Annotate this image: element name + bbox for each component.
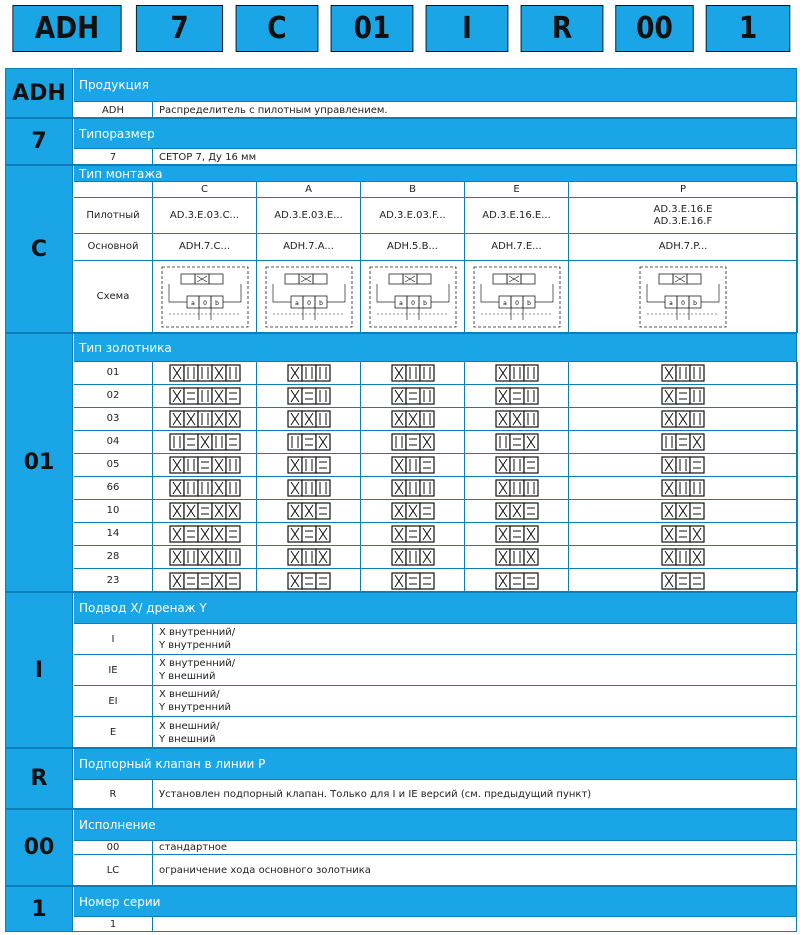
svg-text:0: 0 [514,300,519,307]
row-key: I [74,624,153,654]
section-title-version: Исполнение [74,810,796,841]
valve-scheme-icon [639,266,727,328]
spool-symbol-cell [465,431,569,454]
spool-symbol-icon [169,456,241,474]
spool-symbol-cell [361,546,465,569]
spool-symbol-cell [153,523,257,546]
section-title-spool: Тип золотника [74,334,796,362]
mount-column-header: C [153,182,257,198]
spool-symbol-cell [257,385,361,408]
spool-symbol-icon [495,525,539,543]
mount-row-label: Пилотный [74,198,153,234]
svg-text:0: 0 [306,300,311,307]
spool-code: 28 [74,546,153,569]
section-code-version: 00 [6,810,73,885]
spool-symbol-icon [661,502,705,520]
spool-code: 01 [74,362,153,385]
spool-symbol-cell [569,454,798,477]
section-code-series: 1 [6,887,73,931]
spool-symbol-icon [287,525,331,543]
spool-symbol-icon [495,479,539,497]
spool-symbol-cell [465,569,569,592]
spool-symbol-cell [361,385,465,408]
pilot-cell: AD.3.E.03.E... [257,198,361,234]
table-row [74,855,796,886]
svg-text:a: a [398,300,403,307]
spool-symbol-icon [287,364,331,382]
table-row [74,431,796,454]
row-value: X внешний/ Y внутренний [159,689,232,713]
spool-symbol-icon [169,525,241,543]
svg-text:a: a [294,300,299,307]
spool-symbol-cell [361,523,465,546]
spool-symbol-icon [391,387,435,405]
section-spool [5,333,797,592]
spool-symbol-icon [661,410,705,428]
table-row [74,523,796,546]
spool-symbol-icon [661,572,705,590]
code-segment-5: I [426,5,509,52]
spool-symbol-cell [257,523,361,546]
spool-symbol-icon [391,433,435,451]
spool-symbol-cell [257,477,361,500]
row-key: ADH [74,102,153,118]
scheme-cell [153,261,257,333]
row-value: Распределитель с пилотным управлением. [159,104,388,116]
spool-symbol-cell [153,500,257,523]
table-row [74,454,796,477]
spool-symbol-icon [169,479,241,497]
main-cell: ADH.5.B... [361,234,465,261]
mount-column-header: B [361,182,465,198]
spool-symbol-icon [495,456,539,474]
pilot-cell: AD.3.E.03.C... [153,198,257,234]
spool-symbol-cell [465,454,569,477]
svg-text:b: b [526,300,531,307]
valve-scheme-icon [473,266,561,328]
section-code-drain: I [6,593,73,747]
spool-symbol-icon [169,572,241,590]
mount-corner-cell [74,182,153,198]
spool-symbol-cell [361,454,465,477]
spool-symbol-icon [495,433,539,451]
spool-code: 03 [74,408,153,431]
spool-symbol-icon [169,433,241,451]
spool-symbol-icon [495,364,539,382]
spool-symbol-cell [569,546,798,569]
mount-row-label: Основной [74,234,153,261]
spool-symbol-cell [465,362,569,385]
spool-symbol-icon [391,548,435,566]
table-row [74,102,796,118]
section-mount [5,165,797,333]
spool-symbol-cell [257,454,361,477]
code-segment-2: 7 [136,5,223,52]
spool-symbol-icon [391,479,435,497]
section-title-drain: Подвод X/ дренаж Y [74,593,796,624]
row-key: 1 [74,917,153,932]
section-title-series: Номер серии [74,887,796,917]
spool-symbol-cell [569,523,798,546]
spool-symbol-cell [257,362,361,385]
spool-symbol-icon [287,502,331,520]
spool-symbol-icon [661,364,705,382]
row-key: EI [74,686,153,716]
spool-symbol-icon [495,387,539,405]
section-size [5,118,797,165]
spool-symbol-cell [361,569,465,592]
spool-symbol-icon [287,410,331,428]
row-key: IE [74,655,153,685]
mount-column-header: A [257,182,361,198]
spool-symbol-icon [661,548,705,566]
spool-code: 04 [74,431,153,454]
spool-code: 02 [74,385,153,408]
spool-symbol-cell [465,385,569,408]
spool-symbol-icon [495,502,539,520]
svg-text:a: a [669,300,673,307]
spool-symbol-cell [569,431,798,454]
spool-symbol-cell [257,546,361,569]
spool-symbol-icon [661,387,705,405]
spool-symbol-icon [287,548,331,566]
spool-symbol-icon [661,479,705,497]
spool-symbol-cell [465,500,569,523]
scheme-cell [361,261,465,333]
spool-symbol-cell [257,431,361,454]
pilot-cell: AD.3.E.03.F... [361,198,465,234]
spool-symbol-cell [153,546,257,569]
spool-symbol-icon [391,364,435,382]
spool-code: 10 [74,500,153,523]
valve-scheme-icon [369,266,457,328]
spool-symbol-icon [391,525,435,543]
code-segment-1: ADH [12,5,121,52]
row-key: LC [74,855,153,886]
main-cell: ADH.7.P... [569,234,798,261]
table-row [74,717,796,748]
code-segment-4: 01 [331,5,414,52]
spool-symbol-icon [391,572,435,590]
svg-text:0: 0 [410,300,415,307]
spool-symbol-cell [569,362,798,385]
row-value: X внутренний/ Y внешний [159,658,236,682]
spool-symbol-cell [153,431,257,454]
spool-symbol-icon [287,572,331,590]
spool-symbol-icon [287,433,331,451]
table-row [74,500,796,523]
spool-symbol-cell [569,477,798,500]
section-code-spool: 01 [6,334,73,591]
spool-symbol-icon [169,364,241,382]
spool-symbol-icon [495,548,539,566]
svg-text:0: 0 [202,300,207,307]
row-value: X внутренний/ Y внутренний [159,627,236,651]
spool-symbol-cell [257,408,361,431]
main-cell: ADH.7.A... [257,234,361,261]
spool-symbol-cell [361,500,465,523]
spool-symbol-cell [569,385,798,408]
spool-code: 14 [74,523,153,546]
spool-symbol-cell [257,500,361,523]
section-code-size: 7 [6,119,73,164]
spool-symbol-icon [287,479,331,497]
spool-symbol-icon [287,456,331,474]
table-row [74,841,796,855]
section-drain [5,592,797,748]
spool-symbol-cell [465,408,569,431]
code-segment-6: R [521,5,604,52]
spool-symbol-cell [569,569,798,592]
spool-symbol-cell [153,454,257,477]
scheme-cell [569,261,798,333]
table-row [74,149,796,165]
spool-symbol-cell [153,385,257,408]
table-row [74,655,796,686]
section-code-mount: C [6,166,73,332]
spool-symbol-cell [465,546,569,569]
table-row [74,385,796,408]
spool-symbol-icon [169,410,241,428]
spool-symbol-cell [569,500,798,523]
mount-column-header: E [465,182,569,198]
spool-symbol-icon [391,502,435,520]
table-row [74,477,796,500]
svg-text:b: b [693,300,697,307]
row-value: Установлен подпорный клапан. Только для I и IE версий (см. предыдущий пункт) [159,789,592,800]
spool-symbol-cell [361,362,465,385]
spool-symbol-icon [661,433,705,451]
mount-table [74,182,796,333]
table-row [74,780,796,809]
row-value: ограничение хода основного золотника [159,865,371,876]
valve-scheme-icon [161,266,249,328]
section-check [5,748,797,809]
pilot-cell: AD.3.E.16.E... [465,198,569,234]
mount-row-label: Схема [74,261,153,333]
mount-column-header: P [569,182,798,198]
section-series [5,886,797,932]
spool-symbol-cell [153,569,257,592]
table-row [74,569,796,592]
section-title-mount: Тип монтажа [74,166,796,182]
spool-symbol-cell [153,362,257,385]
scheme-cell [257,261,361,333]
row-value: X внешний/ Y внешний [159,720,220,745]
spool-symbol-icon [391,456,435,474]
main-cell: ADH.7.C... [153,234,257,261]
svg-text:a: a [502,300,507,307]
row-key: 7 [74,149,153,165]
code-segment-8: 1 [706,5,790,52]
spool-symbol-cell [361,477,465,500]
spool-symbol-icon [169,548,241,566]
spool-code: 66 [74,477,153,500]
row-key: R [74,780,153,809]
spool-symbol-icon [391,410,435,428]
spool-symbol-cell [257,569,361,592]
svg-text:a: a [190,300,195,307]
spool-symbol-cell [569,408,798,431]
spool-symbol-cell [465,523,569,546]
spool-code: 05 [74,454,153,477]
table-row [74,686,796,717]
section-code-products: ADH [6,69,73,117]
spool-symbol-cell [465,477,569,500]
scheme-cell [465,261,569,333]
section-version [5,809,797,886]
code-segment-3: C [236,5,319,52]
spool-symbol-cell [153,408,257,431]
row-key: 00 [74,841,153,854]
row-value: CETOP 7, Ду 16 мм [159,151,257,163]
table-row [74,408,796,431]
section-title-check: Подпорный клапан в линии P [74,749,796,780]
row-key: E [74,717,153,748]
section-products [5,68,797,118]
svg-text:0: 0 [681,300,685,307]
code-segment-7: 00 [615,5,693,52]
section-title-size: Типоразмер [74,119,796,149]
section-code-check: R [6,749,73,808]
svg-text:b: b [318,300,323,307]
table-row [74,362,796,385]
table-row [74,624,796,655]
spool-symbol-cell [361,431,465,454]
svg-text:b: b [214,300,219,307]
table-row [74,917,796,932]
valve-scheme-icon [265,266,353,328]
svg-text:b: b [422,300,427,307]
table-row [74,546,796,569]
spool-symbol-cell [361,408,465,431]
spool-symbol-icon [661,456,705,474]
spool-table [74,362,796,592]
section-title-products: Продукция [74,69,796,102]
spool-symbol-icon [169,502,241,520]
spool-symbol-icon [287,387,331,405]
pilot-cell: AD.3.E.16.E AD.3.E.16.F [569,198,798,234]
main-cell: ADH.7.E... [465,234,569,261]
row-value: стандартное [159,842,228,853]
spool-symbol-icon [169,387,241,405]
spool-symbol-cell [153,477,257,500]
spool-symbol-icon [661,525,705,543]
spool-symbol-icon [495,410,539,428]
spool-code: 23 [74,569,153,592]
spool-symbol-icon [495,572,539,590]
